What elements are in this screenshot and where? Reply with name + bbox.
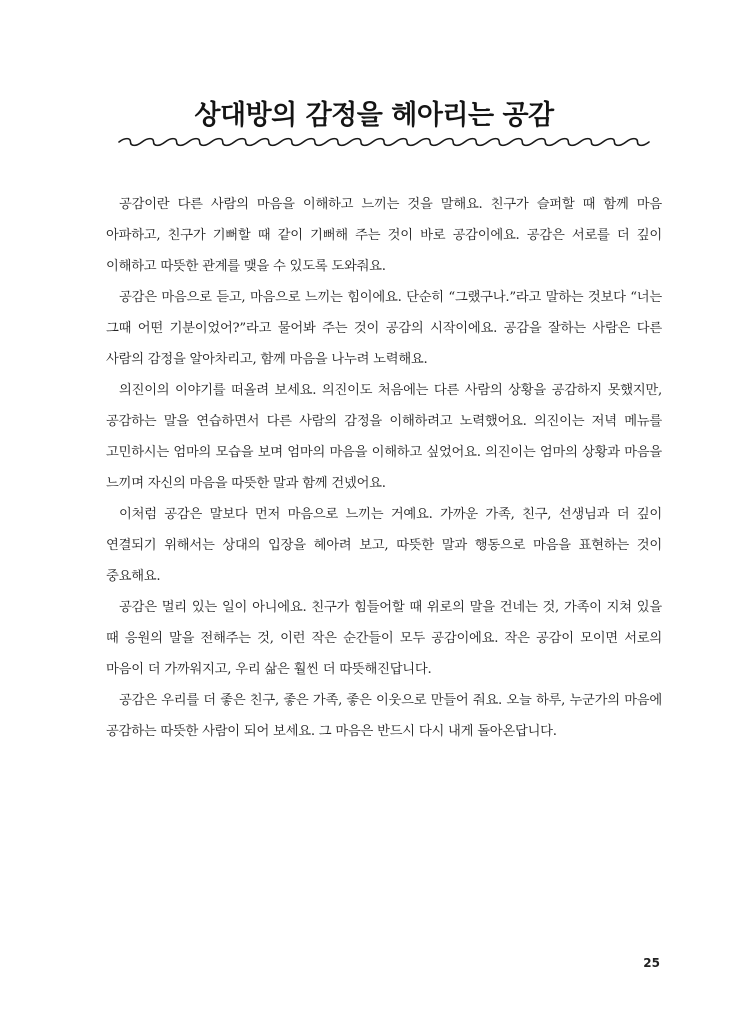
paragraph-3: 의진이의 이야기를 떠올려 보세요. 의진이도 처음에는 다른 사람의 상황을 공감하지 못했지만, 공감하는 말을 연습하면서 다른 사람의 감정을 이해하려고 노력했어요. 의진이는 저녁 메뉴를 고민하시는 엄마의 모습을 보며 엄마의 마음을 이해하고 싶었어요. 의진이는 엄마의 상황과 마음을 느끼며 자신의 마음을 따뜻한 말과 함께 건넸어요.	[106, 383, 662, 491]
paragraph-2: 공감은 마음으로 듣고, 마음으로 느끼는 힘이에요. 단순히 “그랬구나.”라고 말하는 것보다 “너는 그때 어떤 기분이었어?”라고 물어봐 주는 것이 공감의 시작이에요. 공감을 잘하는 사람은 다른 사람의 감정을 알아차리고, 함께 마음을 나누려 노력해요.	[106, 290, 662, 367]
body-text	[106, 189, 662, 747]
title-wave-divider	[118, 135, 650, 149]
paragraph-1: 공감이란 다른 사람의 마음을 이해하고 느끼는 것을 말해요. 친구가 슬퍼할 때 함께 마음 아파하고, 친구가 기뻐할 때 같이 기뻐해 주는 것이 바로 공감이에요. 공감은 서로를 더 깊이 이해하고 따뜻한 관계를 맺을 수 있도록 도와줘요.	[106, 197, 662, 274]
paragraph-5: 공감은 멀리 있는 일이 아니에요. 친구가 힘들어할 때 위로의 말을 건네는 것, 가족이 지쳐 있을 때 응원의 말을 전해주는 것, 이런 작은 순간들이 모두 공감이에요. 작은 공감이 모이면 서로의 마음이 더 가까워지고, 우리 삶은 훨씬 더 따뜻해진답니다.	[106, 600, 662, 677]
page-title: 상대방의 감정을 헤아리는 공감	[194, 100, 554, 131]
paragraph-4: 이처럼 공감은 말보다 먼저 마음으로 느끼는 거예요. 가까운 가족, 친구, 선생님과 더 깊이 연결되기 위해서는 상대의 입장을 헤아려 보고, 따뜻한 말과 행동으로 마음을 표현하는 것이 중요해요.	[106, 507, 662, 584]
paragraph-6: 공감은 우리를 더 좋은 친구, 좋은 가족, 좋은 이웃으로 만들어 줘요. 오늘 하루, 누군가의 마음에 공감하는 따뜻한 사람이 되어 보세요. 그 마음은 반드시 다시 내게 돌아온답니다.	[106, 693, 662, 739]
page-number: 25	[643, 956, 660, 970]
